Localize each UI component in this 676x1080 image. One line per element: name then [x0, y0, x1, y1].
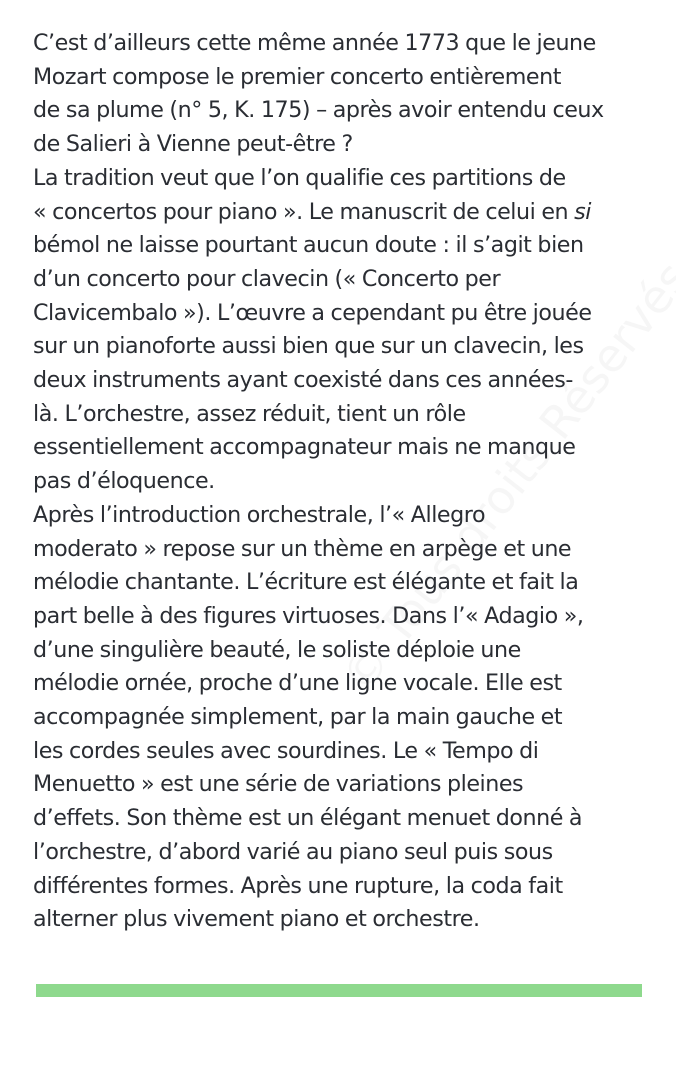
- text-line: de Salieri à Vienne peut-être ?: [33, 131, 353, 158]
- text-line: d’un concerto pour clavecin (« Concerto per: [33, 265, 501, 292]
- text-line: part belle à des figures virtuoses. Dans l’« Adagio »,: [33, 602, 584, 629]
- text-line: La tradition veut que l’on qualifie ces partitions de: [33, 164, 566, 191]
- accent-divider-bar: [36, 984, 642, 997]
- text-line: Mozart compose le premier concerto entièrement: [33, 63, 561, 90]
- text-line: Clavicembalo »). L’œuvre a cependant pu être jouée: [33, 299, 592, 326]
- text-line: d’effets. Son thème est un élégant menuet donné à: [33, 805, 583, 832]
- text-line: C’est d’ailleurs cette même année 1773 que le jeune: [33, 30, 596, 56]
- text-line: les cordes seules avec sourdines. Le « Tempo di: [33, 737, 539, 764]
- italic-word: si: [574, 198, 591, 225]
- text-line: de sa plume (n° 5, K. 175) – après avoir entendu ceux: [33, 97, 604, 124]
- article-text: [33, 27, 645, 937]
- text-line: Menuetto » est une série de variations pleines: [33, 771, 524, 798]
- text-line: d’une singulière beauté, le soliste déploie une: [33, 636, 521, 663]
- text-line: l’orchestre, d’abord varié au piano seul puis sous: [33, 838, 553, 865]
- text-line: essentiellement accompagnateur mais ne manque: [33, 434, 576, 461]
- text-line: pas d’éloquence.: [33, 468, 215, 495]
- text-line: accompagnée simplement, par la main gauche et: [33, 704, 563, 731]
- text-line: deux instruments ayant coexisté dans ces années-: [33, 367, 573, 394]
- text-line: mélodie ornée, proche d’une ligne vocale. Elle est: [33, 670, 562, 697]
- text-line: là. L’orchestre, assez réduit, tient un rôle: [33, 400, 466, 427]
- text-line: moderato » repose sur un thème en arpège et une: [33, 535, 572, 562]
- text-line: bémol ne laisse pourtant aucun doute : il s’agit bien: [33, 232, 584, 259]
- text-line: [33, 196, 645, 230]
- text-line: mélodie chantante. L’écriture est élégante et fait la: [33, 569, 579, 596]
- text-line: Après l’introduction orchestrale, l’« Allegro: [33, 501, 486, 528]
- text-line: différentes formes. Après une rupture, la coda fait: [33, 872, 563, 899]
- text-segment: « concertos pour piano ». Le manuscrit de celui en: [33, 198, 575, 225]
- text-line: alterner plus vivement piano et orchestre.: [33, 906, 480, 933]
- text-line: sur un pianoforte aussi bien que sur un clavecin, les: [33, 333, 584, 360]
